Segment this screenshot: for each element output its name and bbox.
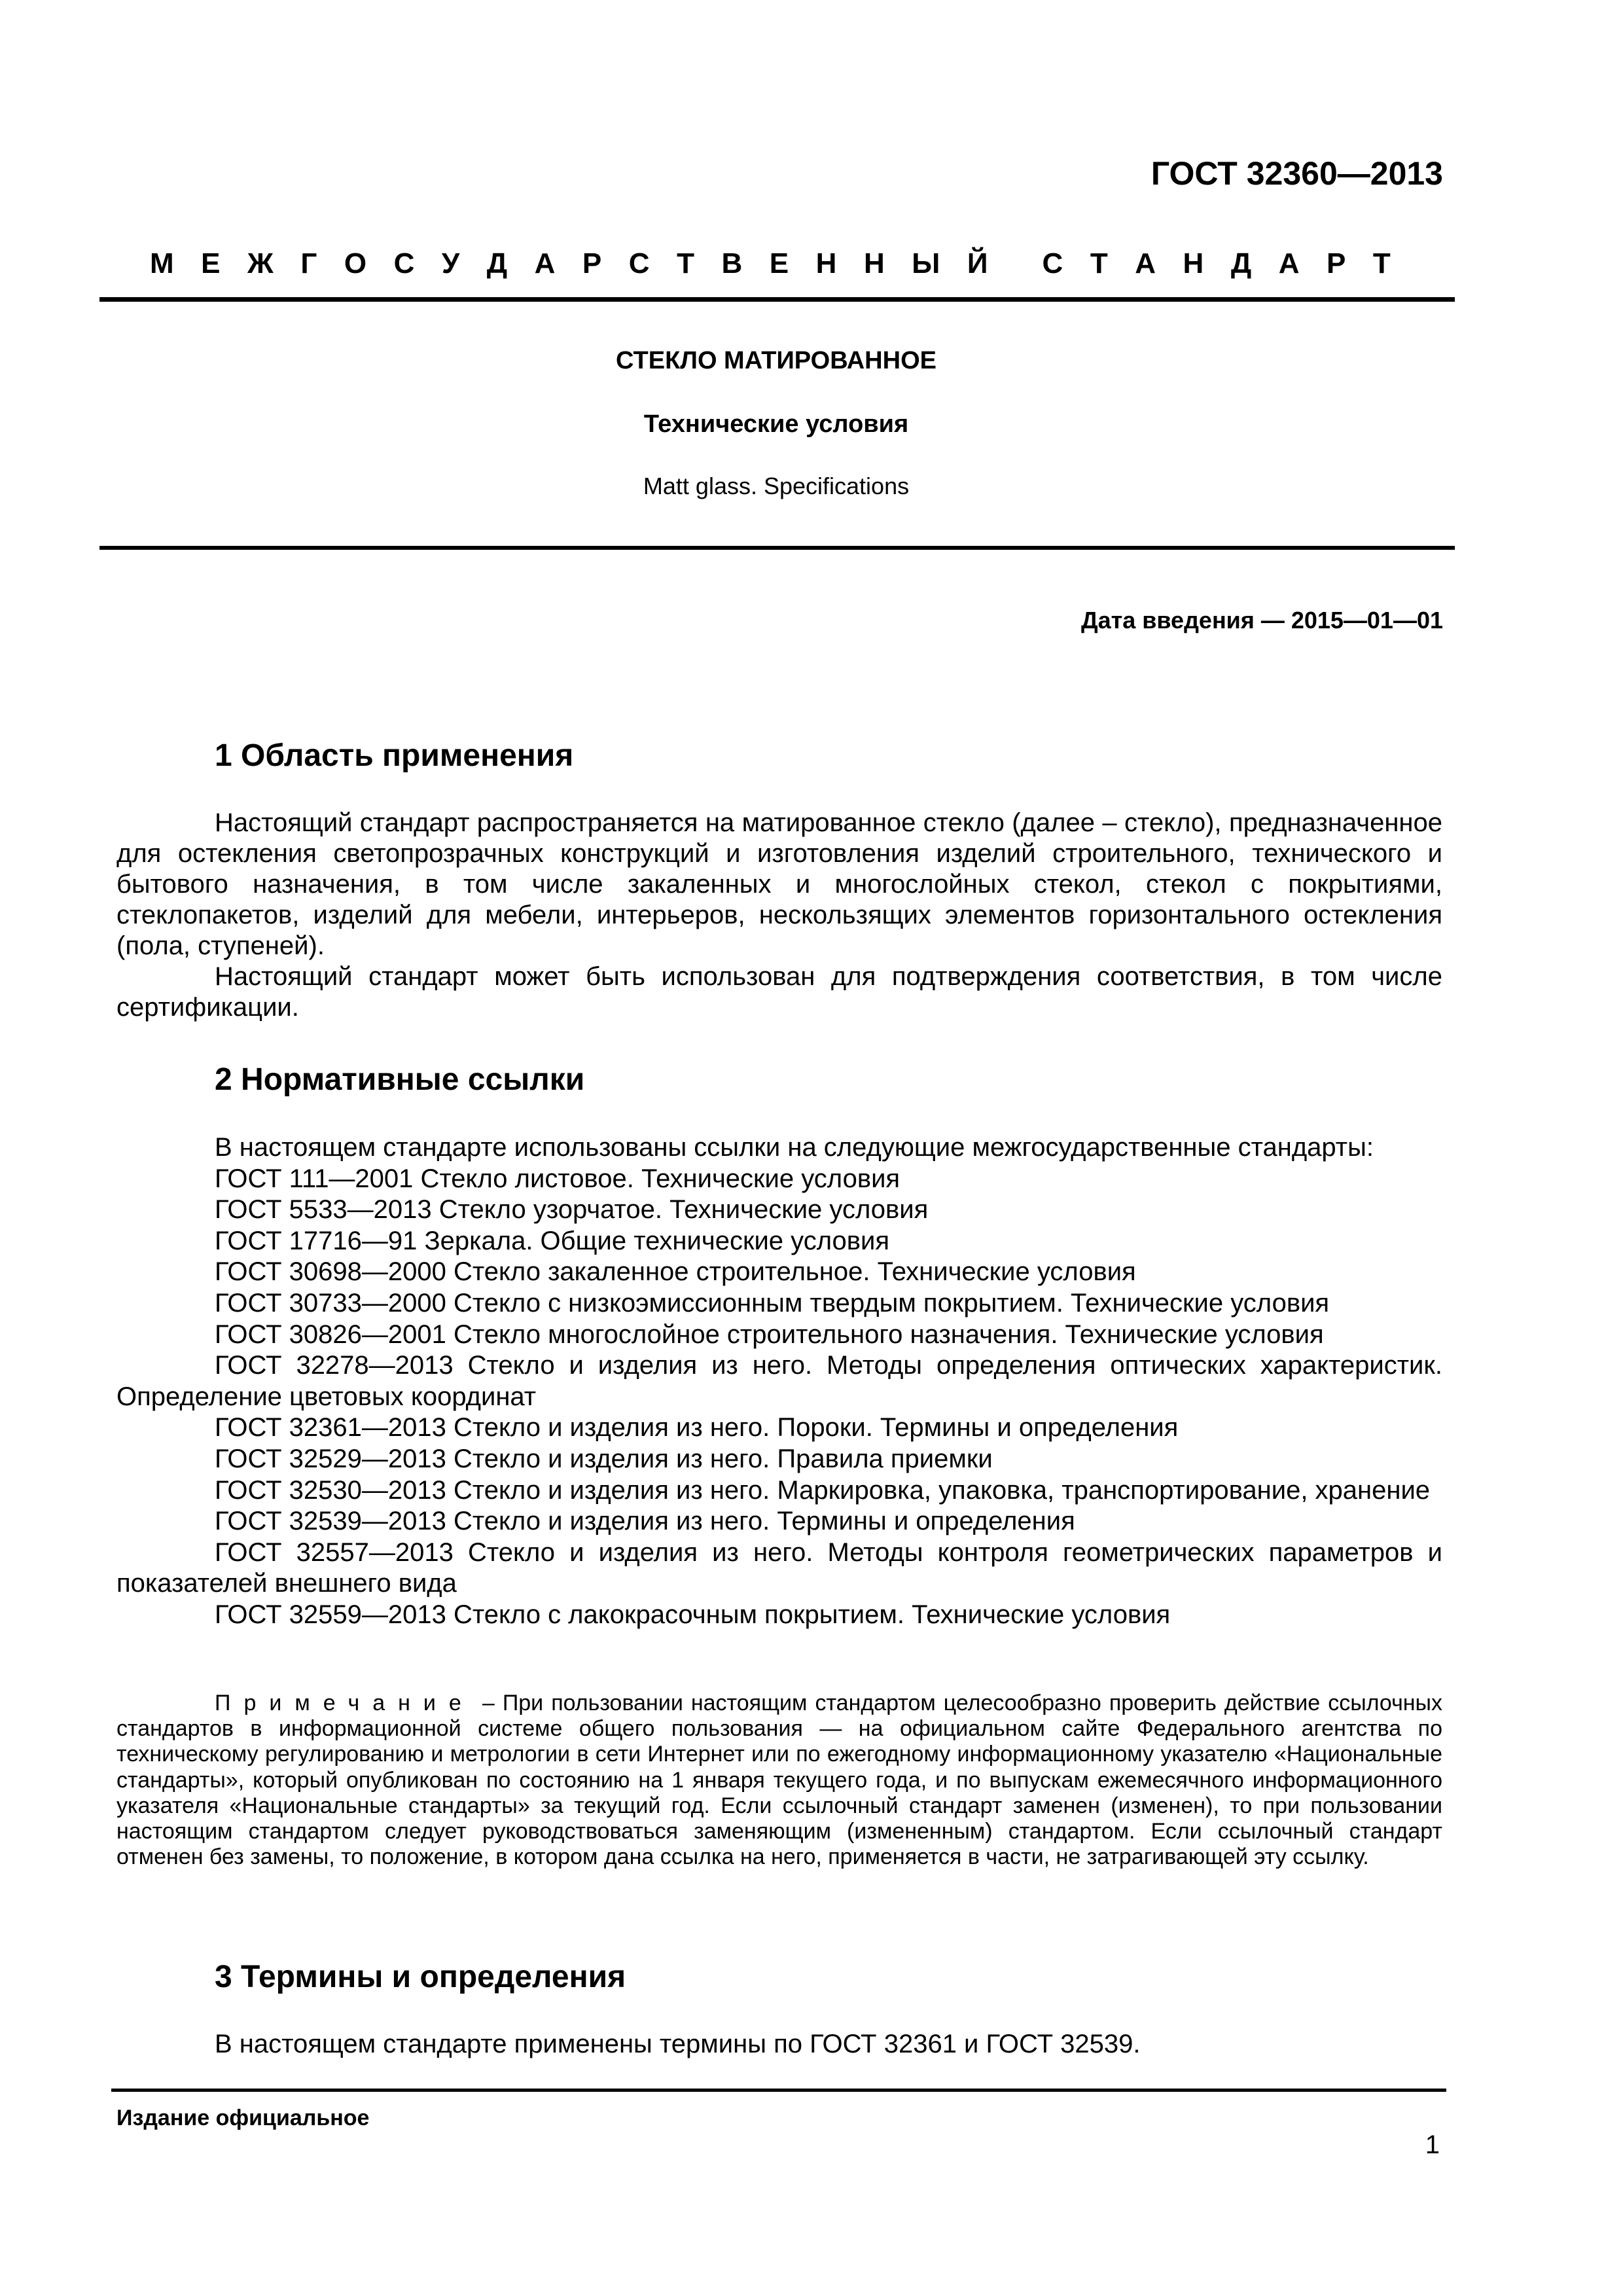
section-1-body — [116, 808, 1442, 1023]
banner-letter: Е — [201, 247, 221, 279]
reference-item: ГОСТ 32539—2013 Стекло и изделия из него. Термины и определения — [215, 1507, 1075, 1536]
banner-letter: Д — [486, 247, 508, 279]
top-divider — [99, 297, 1455, 302]
banner-letter: Ж — [247, 247, 274, 279]
document-title-english: Matt glass. Specifications — [643, 473, 910, 499]
banner-letter: Н — [1183, 247, 1204, 279]
banner-letter: С — [1042, 247, 1063, 279]
reference-item: ГОСТ 30733—2000 Стекло с низкоэмиссионным твердым покрытием. Технические условия — [215, 1288, 1330, 1318]
banner-letter: Н — [863, 247, 885, 279]
banner-letter: А — [1278, 247, 1300, 279]
banner-letter: Д — [1230, 247, 1252, 279]
banner-letter: У — [441, 247, 460, 279]
section-3-paragraph-1: В настоящем стандарте применены термины по ГОСТ 32361 и ГОСТ 32539. — [215, 2030, 1141, 2058]
interstate-standard-banner — [150, 247, 1391, 280]
document-subtitle: Технические условия — [643, 410, 909, 438]
document-code: ГОСТ 32360—2013 — [1150, 155, 1443, 192]
banner-letter: Ы — [912, 247, 940, 279]
banner-letter: Г — [300, 247, 317, 279]
reference-item: ГОСТ 30826—2001 Стекло многослойное строительного назначения. Технические условия — [215, 1319, 1324, 1349]
reference-item: ГОСТ 32559—2013 Стекло с лакокрасочным покрытием. Технические условия — [215, 1600, 1171, 1629]
banner-letter: Е — [769, 247, 789, 279]
official-edition-label: Издание официальное — [116, 2106, 370, 2130]
banner-letter: А — [534, 247, 556, 279]
section-3-body — [116, 2029, 1442, 2060]
banner-letter: Н — [815, 247, 837, 279]
note-label: Примечание — [215, 1691, 474, 1715]
reference-item: ГОСТ 30698—2000 Стекло закаленное строительное. Технические условия — [215, 1257, 1136, 1287]
banner-letter: Т — [1372, 247, 1391, 279]
footer-divider — [111, 2089, 1446, 2092]
reference-item: ГОСТ 111—2001 Стекло листовое. Технические условия — [215, 1164, 901, 1193]
document-title: СТЕКЛО МАТИРОВАННОЕ — [616, 347, 936, 374]
section-1-heading: 1 Область применения — [215, 738, 574, 773]
note-text: – При пользовании настоящим стандартом целесообразно проверить действие ссылочных стандартов в информационной системе общего пользования — на официальном сайте Федерального агентства по техническому регулированию и метрологии в сети Интернет или по ежегодному информационному указателю «Национальные стандарты», который опубликован по состоянию на 1 января текущего года, и по выпускам ежемесячного информационного указателя «Национальные стандарты» за текущий год. Если ссылочный стандарт заменен (изменен), то при пользовании настоящим стандартом следует руководствоваться заменяющим (измененным) стандартом. Если ссылочный стандарт отменен без замены, то положение, в котором дана ссылка на него, применяется в части, не затрагивающей эту ссылку. — [116, 1691, 1442, 1870]
reference-item: ГОСТ 32361—2013 Стекло и изделия из него. Пороки. Термины и определения — [215, 1413, 1179, 1443]
section-1-paragraph-2: Настоящий стандарт может быть использован для подтверждения соответствия, в том числе сертификации. — [116, 962, 1442, 1022]
banner-letter: А — [1135, 247, 1156, 279]
normative-references-list — [116, 1132, 1442, 1631]
banner-letter: Р — [582, 247, 602, 279]
references-intro: В настоящем стандарте использованы ссылки на следующие межгосударственные стандарты: — [215, 1133, 1374, 1162]
title-divider — [99, 546, 1455, 550]
banner-letter: В — [721, 247, 743, 279]
reference-item: ГОСТ 32529—2013 Стекло и изделия из него. Правила приемки — [215, 1444, 993, 1473]
banner-letter: М — [150, 247, 174, 279]
banner-letter: Т — [1090, 247, 1108, 279]
page-number: 1 — [1425, 2130, 1440, 2159]
banner-letter: С — [628, 247, 650, 279]
section-1-paragraph-1: Настоящий стандарт распространяется на матированное стекло (далее – стекло), предназначенное для остекления светопрозрачных конструкций и изготовления изделий строительного, технического и бытового назначения, в том числе закаленных и многослойных стекол, стекол с покрытиями, стеклопакетов, изделий для мебели, интерьеров, нескользящих элементов горизонтального остекления (пола, ступеней). — [116, 808, 1442, 960]
banner-letter: С — [393, 247, 415, 279]
section-3-heading: 3 Термины и определения — [215, 1960, 626, 1994]
references-note — [116, 1691, 1442, 1870]
banner-letter: Т — [677, 247, 694, 279]
reference-item: ГОСТ 32278—2013 Стекло и изделия из него. Методы определения оптических характеристик. Определение цветовых координат — [116, 1351, 1442, 1411]
banner-letter: Р — [1326, 247, 1346, 279]
reference-item: ГОСТ 32557—2013 Стекло и изделия из него. Методы контроля геометрических параметров и показателей внешнего вида — [116, 1537, 1442, 1598]
banner-letter: Й — [967, 247, 988, 279]
reference-item: ГОСТ 5533—2013 Стекло узорчатое. Технические условия — [215, 1195, 929, 1225]
reference-item: ГОСТ 17716—91 Зеркала. Общие технические условия — [215, 1226, 889, 1255]
section-2-heading: 2 Нормативные ссылки — [215, 1062, 585, 1097]
reference-item: ГОСТ 32530—2013 Стекло и изделия из него. Маркировка, упаковка, транспортирование, хранение — [215, 1475, 1431, 1505]
introduction-date: Дата введения — 2015—01—01 — [1080, 607, 1443, 634]
banner-letter: О — [344, 247, 367, 279]
